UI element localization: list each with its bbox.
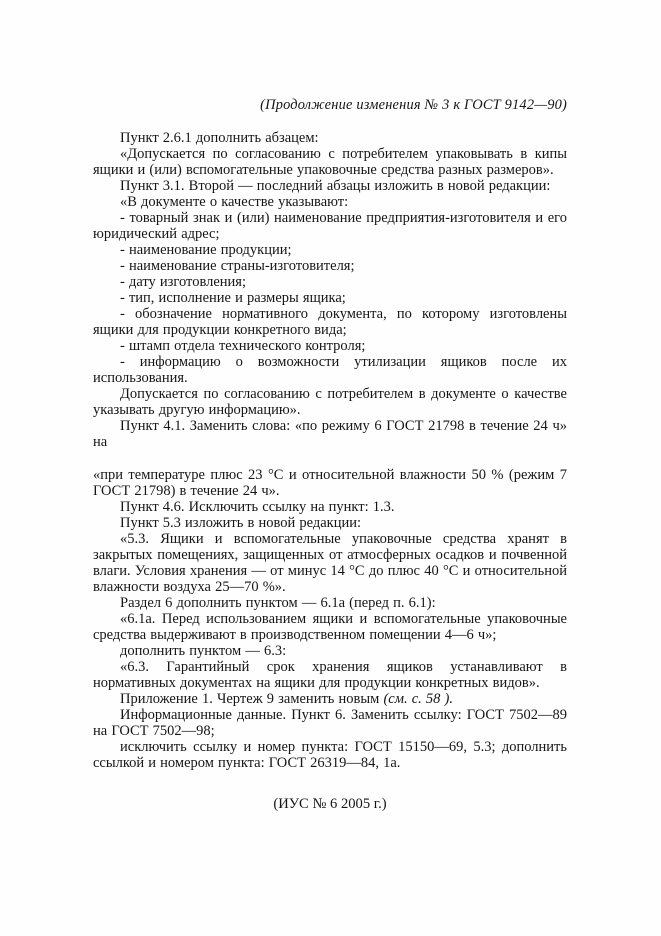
paragraph-text: Приложение 1. Чертеж 9 заменить новым xyxy=(120,691,384,707)
list-item-paragraph: - наименование продукции; xyxy=(120,242,292,258)
list-item-paragraph: - обозначение нормативного документа, по которому изготовлены ящики для продукции конкретного вида; xyxy=(93,306,567,338)
document-paragraph: «В документе о качестве указывают: xyxy=(120,194,349,210)
document-paragraph: «5.3. Ящики и вспомогательные упаковочные средства хранят в закрытых помещениях, защищенных от атмосферных осадков и почвенной влаги. Условия хранения — от минус 14 °С до плюс 40 °С и относительной влажности воздуха 25—70 %». xyxy=(93,531,567,595)
document-paragraph: Пункт 3.1. Второй — последний абзацы изложить в новой редакции: xyxy=(120,178,551,194)
list-item-paragraph: - наименование страны-изготовителя; xyxy=(120,258,355,274)
ius-reference: (ИУС № 6 2005 г.) xyxy=(273,796,387,812)
document-paragraph: Пункт 4.6. Исключить ссылку на пункт: 1.3. xyxy=(120,499,395,515)
document-paragraph: «6.1а. Перед использованием ящики и вспомогательные упаковочные средства выдерживают в производственном помещении 4—6 ч»; xyxy=(93,611,567,643)
document-paragraph: Пункт 4.1. Заменить слова: «по режиму 6 ГОСТ 21798 в течение 24 ч» на xyxy=(93,418,567,450)
see-page-note: (см. с. 58 ). xyxy=(383,691,453,707)
document-paragraph: дополнить пунктом — 6.3: xyxy=(120,643,287,659)
continuation-paragraph: «при температуре плюс 23 °С и относительной влажности 50 % (режим 7 ГОСТ 21798) в течение 24 ч». xyxy=(93,467,567,499)
document-paragraph: «Допускается по согласованию с потребителем упаковывать в кипы ящики и (или) вспомогательные упаковочные средства разных размеров». xyxy=(93,146,567,178)
text-block xyxy=(93,97,567,812)
list-item-paragraph: - штамп отдела технического контроля; xyxy=(120,338,366,354)
document-paragraph xyxy=(93,691,567,707)
document-paragraph: Информационные данные. Пункт 6. Заменить ссылку: ГОСТ 7502—89 на ГОСТ 7502—98; xyxy=(93,707,567,739)
continuation-header: (Продолжение изменения № 3 к ГОСТ 9142—90) xyxy=(260,97,567,113)
list-item-paragraph: - товарный знак и (или) наименование предприятия-изготовителя и его юридический адрес; xyxy=(93,210,567,242)
document-paragraph: Пункт 5.3 изложить в новой редакции: xyxy=(120,515,362,531)
document-paragraph: «6.3. Гарантийный срок хранения ящиков устанавливают в нормативных документах на ящики для продукции конкретных видов». xyxy=(93,659,567,691)
document-paragraph: Пункт 2.6.1 дополнить абзацем: xyxy=(120,130,319,146)
list-item-paragraph: - дату изготовления; xyxy=(120,274,246,290)
document-paragraph: исключить ссылку и номер пункта: ГОСТ 15150—69, 5.3; дополнить ссылкой и номером пункта: ГОСТ 26319—84, 1а. xyxy=(93,739,567,771)
document-paragraph: Раздел 6 дополнить пунктом — 6.1а (перед п. 6.1): xyxy=(120,595,436,611)
document-paragraph: Допускается по согласованию с потребителем в документе о качестве указывать другую информацию». xyxy=(93,386,567,418)
list-item-paragraph: - информацию о возможности утилизации ящиков после их использования. xyxy=(93,354,567,386)
list-item-paragraph: - тип, исполнение и размеры ящика; xyxy=(120,290,346,306)
